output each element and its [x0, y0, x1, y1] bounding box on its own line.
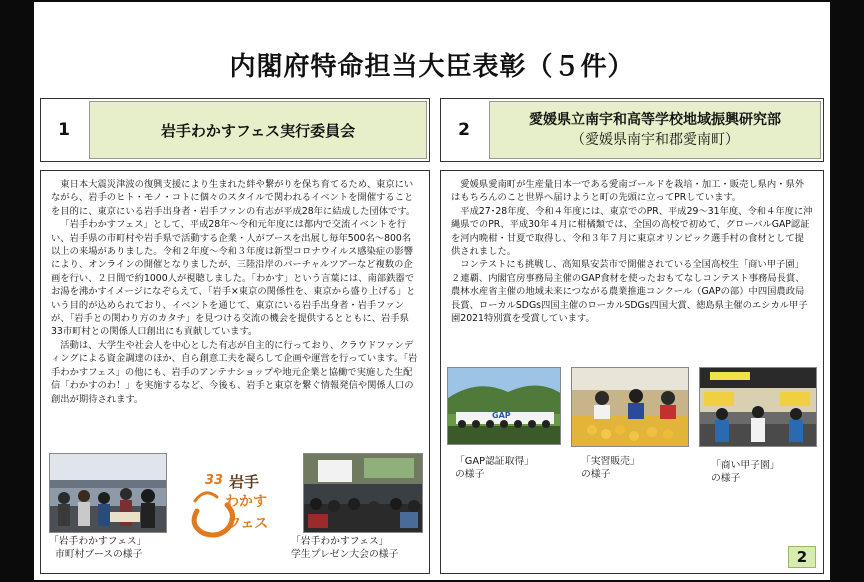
entry-1-name-box — [89, 101, 427, 159]
akinai-koshien-caption — [711, 459, 780, 485]
entry-2-subname: （愛媛県南宇和郡愛南町） — [571, 132, 739, 148]
presentation-photo — [303, 453, 423, 533]
entry-1-name: 岩手わかすフェス実行委員会 — [160, 121, 356, 140]
sales-practice-photo — [571, 367, 689, 447]
page-title: 内閣府特命担当大臣表彰（５件） — [229, 52, 635, 82]
entry-1-number: 1 — [58, 120, 70, 140]
akinai-koshien-photo-image — [700, 368, 817, 447]
entry-1-paragraph: 「岩手わかすフェス」として、平成28年～令和元年度には都内で交流イベントを行い、岩手県の市町村や岩手県で活動する企業・人がブースを出展し毎年500名～800名以上の来場がありました。令和２年度～令和３年度は新型コロナウイルス感染症の影響により、オンラインの開催となりましたが、三陸沿岸のバーチャルツアーなど複数の企画を行い、２日間で約1000人が視聴しました。「わかす」という言葉には、南部鉄器でお湯を沸かすイメージになぞらえて、「岩手×東京の関係性を、東京から盛り上げる」という目的が込められており、イベントを通じて、東京にいる岩手出身者・岩手ファンが、「岩手との関わり方のカタチ」を見つける交流の機会を提供するとともに、岩手県33市町村との関係人口創出にも貢献しています。 — [51, 219, 416, 338]
entry-2-number: 2 — [458, 120, 470, 140]
entry-1-paragraph: 東日本大震災津波の復興支援により生まれた絆や繋がりを保ち育てるため、東京にいながら、岩手のヒト・モノ・コトに個々のスタイルで関われるイベントを開催することを目的に、東京にいる岩手出身者・岩手ファンの有志が平成28年に結成した団体です。 — [51, 179, 416, 217]
entry-1-body — [40, 170, 430, 574]
booth-photo — [49, 453, 167, 533]
booth-photo-image — [50, 454, 167, 533]
wakasu-fes-logo — [177, 471, 277, 539]
entry-2-header — [440, 98, 824, 162]
entry-1-description — [51, 178, 419, 406]
slide — [34, 2, 830, 580]
presentation-photo-image — [304, 454, 423, 533]
caption-line: 「GAP認証取得」 — [455, 456, 534, 467]
caption-line: 「実習販売」 — [581, 456, 640, 467]
entry-2-description — [451, 178, 813, 325]
logo-numeral: 33 — [205, 473, 224, 488]
logo-text-top: 岩手 — [229, 473, 260, 491]
gap-certification-caption — [455, 455, 534, 481]
entry-2-paragraph: 愛媛県愛南町が生産量日本一である愛南ゴールドを栽培・加工・販売し県内・県外はもちろんのこと世界へ届けようと町の先頭に立ってPRしています。 — [451, 179, 805, 204]
caption-line: の様子 — [455, 469, 485, 480]
entry-1-header — [40, 98, 430, 162]
presentation-photo-caption — [291, 535, 398, 561]
entry-2-paragraph: 平成27･28年度、令和４年度には、東京でのPR、平成29～31年度、令和４年度に沖縄県でのPR、平成30年４月に柑橘類では、全国の高校で初めて、グローバルGAP認証を河内晩柑・甘夏で取得し、令和３年７月に東京オリンピック選手村の食材として提供されました。 — [451, 205, 813, 258]
entry-2-name-box — [489, 101, 821, 159]
logo-text-bottom: フェス — [227, 516, 269, 532]
entry-1-paragraph: 活動は、大学生や社会人を中心とした有志が自主的に行っており、クラウドファンディングによる資金調達のほか、自ら創意工夫を凝らして企画や運営を行っています。「岩手わかすフェス」の他にも、岩手のアンテナショップや地元企業と協働で実施した生配信「わかすのわ！」を実施するなど、今後も、岩手と東京を繋ぐ情報発信や関係人口の創出が期待されます。 — [51, 339, 418, 405]
sales-practice-photo-image — [572, 368, 689, 447]
gap-banner-text: GAP — [492, 411, 511, 420]
entry-2-body — [440, 170, 824, 574]
caption-line: 「岩手わかすフェス」 — [49, 536, 147, 547]
caption-line: 「岩手わかすフェス」 — [291, 536, 389, 547]
entry-2-name: 愛媛県立南宇和高等学校地域振興研究部 — [529, 112, 781, 128]
akinai-koshien-photo — [699, 367, 817, 447]
caption-line: の様子 — [711, 473, 741, 484]
sales-practice-caption — [581, 455, 640, 481]
gap-certification-photo — [447, 367, 561, 445]
gap-certification-photo-image — [448, 368, 561, 445]
entry-2-paragraph: コンテストにも挑戦し、高知県安芸市で開催されている全国高校生「商い甲子園」２連覇、内閣官房事務局主催のGAP食材を使ったおもてなしコンテスト事務局長賞、農林水産省主催の地域未来につながる農業推進コンクール（GAPの部）中四国農政局長賞、ローカルSDGs四国主催のローカルSDGs四国大賞、徳島県主催のエシカル甲子園2021特別賞を受賞しています。 — [451, 259, 808, 325]
booth-photo-caption — [49, 535, 146, 561]
caption-line: 市町村ブースの様子 — [55, 549, 143, 560]
caption-line: 「商い甲子園」 — [711, 460, 780, 471]
caption-line: の様子 — [581, 469, 611, 480]
caption-line: 学生プレゼン大会の様子 — [291, 549, 399, 560]
page-number: 2 — [788, 546, 816, 568]
logo-text-mid: わかす — [225, 494, 267, 510]
